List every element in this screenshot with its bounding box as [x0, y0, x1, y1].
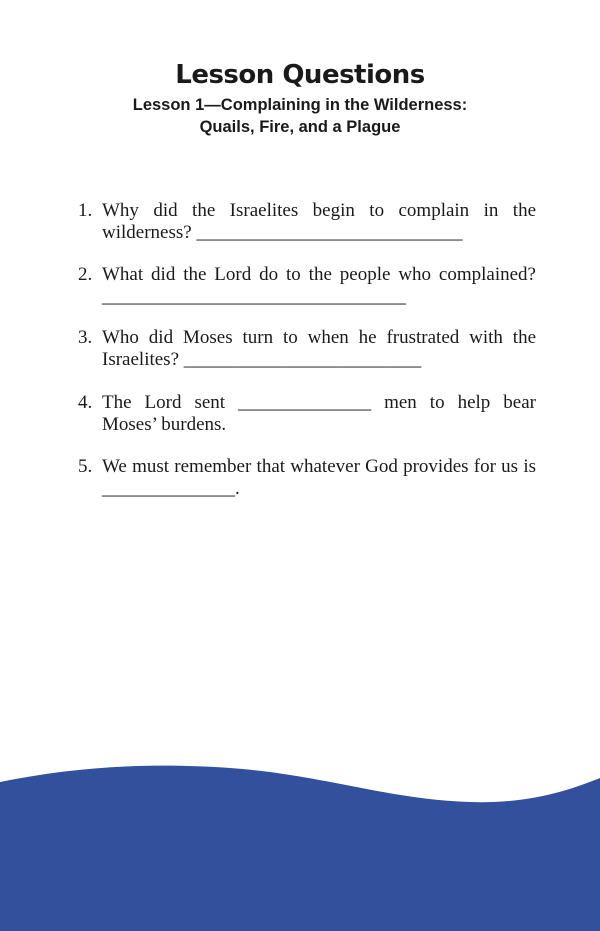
- question-item: [78, 264, 536, 308]
- question-number: 2.: [78, 264, 93, 285]
- question-text: What did the Lord do to the people who complained? ________________________________: [102, 264, 536, 307]
- decorative-wave: [0, 760, 600, 931]
- question-item: [78, 456, 536, 500]
- question-text: We must remember that whatever God provides for us is ______________.: [102, 456, 536, 499]
- question-text: Why did the Israelites begin to complain in the wilderness? ____________________________: [102, 200, 536, 243]
- question-text: Who did Moses turn to when he frustrated with the Israelites? _________________________: [102, 327, 536, 370]
- page-title: Lesson Questions: [175, 60, 425, 90]
- wave-shape: [0, 766, 600, 931]
- question-text: The Lord sent ______________ men to help bear Moses’ burdens.: [102, 392, 536, 435]
- question-number: 4.: [78, 392, 93, 413]
- question-item: [78, 392, 536, 436]
- lesson-subtitle-line1: Lesson 1—Complaining in the Wilderness:: [132, 96, 468, 114]
- lesson-subtitle-line2: Quails, Fire, and a Plague: [199, 118, 401, 136]
- question-number: 3.: [78, 327, 93, 348]
- question-number: 1.: [78, 200, 93, 221]
- question-item: [78, 327, 536, 371]
- question-number: 5.: [78, 456, 93, 477]
- question-item: [78, 200, 536, 244]
